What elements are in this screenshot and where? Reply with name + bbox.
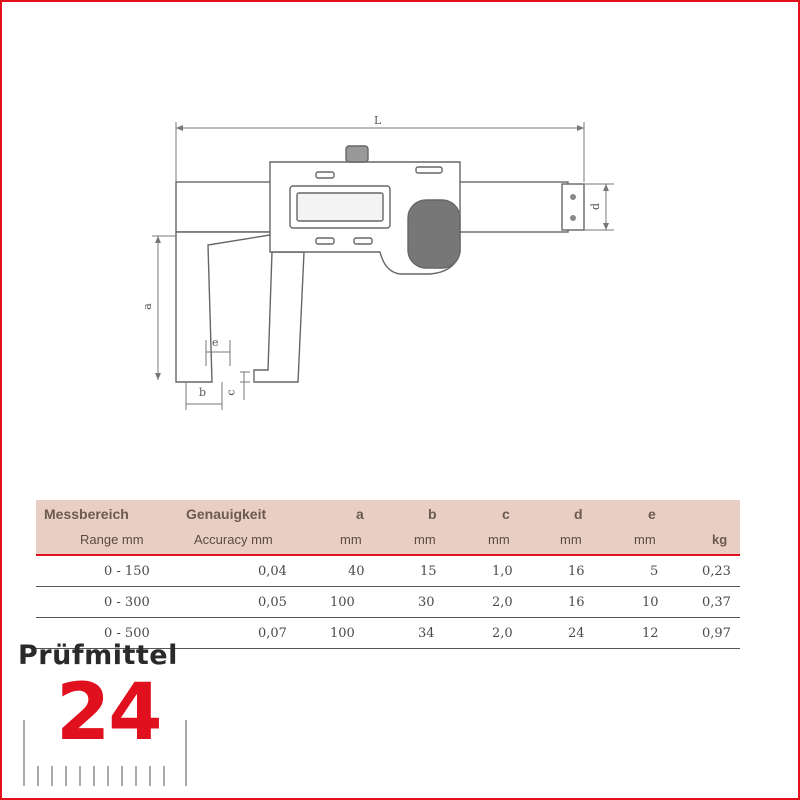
thumb-wheel	[408, 200, 460, 268]
header-accuracy-en: Accuracy mm	[194, 532, 273, 547]
dim-label-d: d	[589, 202, 603, 211]
cell-c: 1,0	[492, 564, 513, 579]
table-row	[36, 587, 740, 618]
spec-table	[36, 500, 740, 649]
header-accuracy-de: Genauigkeit	[186, 506, 267, 522]
header-d: d	[574, 506, 583, 522]
cell-e: 12	[642, 626, 659, 641]
header-unit-a: mm	[340, 532, 362, 547]
cell-kg: 0,23	[702, 564, 731, 579]
header-unit-kg: kg	[712, 532, 728, 547]
cell-c: 2,0	[492, 626, 513, 641]
cell-b: 15	[420, 564, 437, 579]
header-a: a	[356, 506, 364, 522]
cell-b: 30	[418, 595, 435, 610]
brand-name: Prüfmittel	[18, 640, 178, 671]
cell-e: 5	[650, 564, 659, 579]
spec-table-header	[36, 500, 740, 556]
fixed-jaw	[176, 232, 270, 382]
header-e: e	[648, 506, 656, 522]
cell-a: 40	[348, 564, 365, 579]
cell-kg: 0,97	[702, 626, 731, 641]
header-range-de: Messbereich	[44, 506, 129, 522]
cell-b: 34	[418, 626, 435, 641]
dim-label-a: a	[140, 303, 154, 310]
header-unit-b: mm	[414, 532, 436, 547]
cell-accuracy: 0,05	[258, 595, 287, 610]
dim-label-c: c	[224, 389, 238, 396]
sliding-jaw	[254, 252, 304, 382]
cell-accuracy: 0,04	[258, 564, 287, 579]
cell-a: 100	[330, 626, 355, 641]
header-c: c	[502, 506, 510, 522]
header-unit-e: mm	[634, 532, 656, 547]
cell-range: 0 - 300	[104, 595, 150, 610]
caliper-end-cap	[562, 184, 584, 230]
cell-c: 2,0	[492, 595, 513, 610]
lock-screw	[346, 146, 368, 162]
brand-number: 24	[56, 668, 161, 758]
dim-label-b: b	[199, 386, 207, 399]
cell-kg: 0,37	[702, 595, 731, 610]
header-unit-d: mm	[560, 532, 582, 547]
cell-range: 0 - 500	[104, 626, 150, 641]
cell-d: 16	[568, 564, 585, 579]
table-row	[36, 556, 740, 587]
header-range-en: Range mm	[80, 532, 144, 547]
cell-d: 24	[568, 626, 585, 641]
cell-e: 10	[642, 595, 659, 610]
cell-d: 16	[568, 595, 585, 610]
cell-a: 100	[330, 595, 355, 610]
header-unit-c: mm	[488, 532, 510, 547]
header-b: b	[428, 506, 437, 522]
cell-accuracy: 0,07	[258, 626, 287, 641]
dim-label-e: e	[212, 336, 219, 349]
dim-label-l: L	[374, 114, 382, 127]
ruler-ticks-logo	[0, 700, 200, 796]
cell-range: 0 - 150	[104, 564, 150, 579]
